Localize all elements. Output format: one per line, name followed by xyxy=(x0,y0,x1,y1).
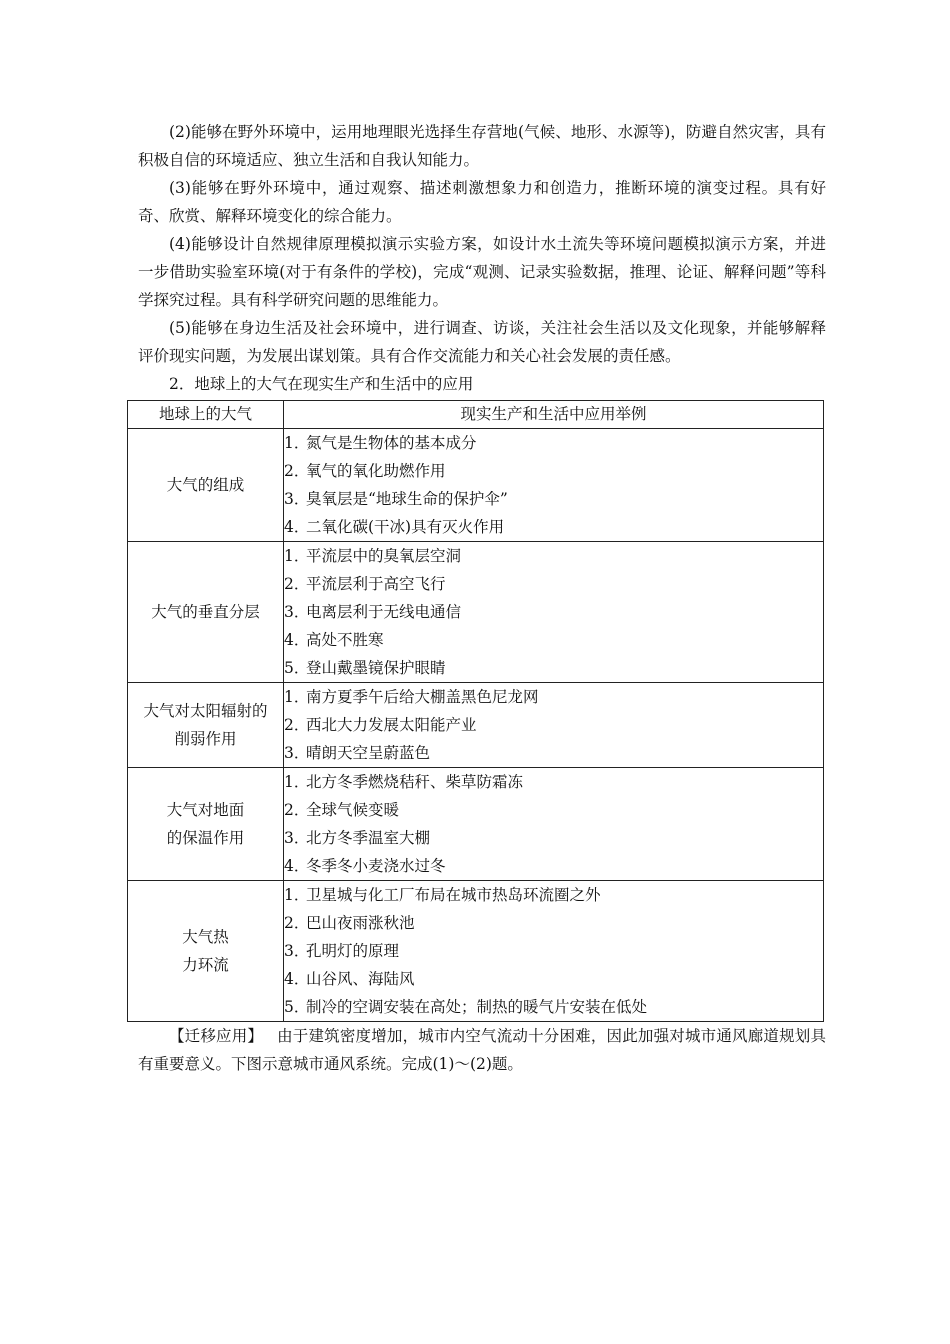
example-number: 1． xyxy=(284,547,310,565)
examples-cell xyxy=(284,683,824,768)
section-heading: 2．地球上的大气在现实生产和生活中的应用 xyxy=(169,375,474,393)
header-examples: 现实生产和生活中应用举例 xyxy=(284,401,824,429)
example-text: 冬季冬小麦浇水过冬 xyxy=(306,857,446,875)
examples-cell xyxy=(284,768,824,881)
example-item xyxy=(284,683,823,711)
example-number: 4． xyxy=(284,518,310,536)
table-row xyxy=(128,542,824,683)
example-number: 3． xyxy=(284,942,310,960)
example-item xyxy=(284,768,823,796)
table-header-row xyxy=(128,401,824,429)
example-text: 北方冬季温室大棚 xyxy=(306,829,431,847)
category-cell xyxy=(128,881,284,1022)
example-item xyxy=(284,993,823,1021)
example-number: 3． xyxy=(284,490,310,508)
example-text: 巴山夜雨涨秋池 xyxy=(306,914,415,932)
example-number: 3． xyxy=(284,744,310,762)
example-text: 电离层利于无线电通信 xyxy=(306,603,462,621)
paragraph-2: (2)能够在野外环境中，运用地理眼光选择生存营地(气候、地形、水源等)，防避自然灾害，具有积极自信的环境适应、独立生活和自我认知能力。 xyxy=(138,123,826,169)
example-text: 登山戴墨镜保护眼睛 xyxy=(306,659,446,677)
example-number: 4． xyxy=(284,631,310,649)
example-number: 5． xyxy=(284,998,310,1016)
example-number: 2． xyxy=(284,716,310,734)
paragraph-4: (4)能够设计自然规律原理模拟演示实验方案，如设计水土流失等环境问题模拟演示方案，并进一步借助实验室环境(对于有条件的学校)，完成“观测、记录实验数据，推理、论证、解释问题”等科学探究过程。具有科学研究问题的思维能力。 xyxy=(138,235,826,309)
category-cell xyxy=(128,768,284,881)
example-item xyxy=(284,570,823,598)
example-item xyxy=(284,513,823,541)
example-text: 山谷风、海陆风 xyxy=(306,970,415,988)
example-text: 高处不胜寒 xyxy=(306,631,384,649)
example-item xyxy=(284,965,823,993)
migrate-text: 由于建筑密度增加，城市内空气流动十分困难，因此加强对城市通风廊道规划具有重要意义。下图示意城市通风系统。完成(1)～(2)题。 xyxy=(138,1027,826,1073)
table-row xyxy=(128,768,824,881)
example-text: 氧气的氧化助燃作用 xyxy=(306,462,446,480)
example-item xyxy=(284,457,823,485)
example-number: 1． xyxy=(284,434,310,452)
category-label: 大气热 xyxy=(182,928,229,946)
examples-cell xyxy=(284,429,824,542)
example-text: 西北大力发展太阳能产业 xyxy=(306,716,477,734)
example-item xyxy=(284,542,823,570)
example-item xyxy=(284,654,823,682)
example-item xyxy=(284,739,823,767)
example-number: 2． xyxy=(284,914,310,932)
example-item xyxy=(284,824,823,852)
migrate-tag: 【迁移应用】 xyxy=(169,1027,264,1045)
document-body xyxy=(138,118,826,1078)
example-text: 平流层中的臭氧层空洞 xyxy=(306,547,462,565)
example-text: 臭氧层是“地球生命的保护伞” xyxy=(306,490,508,508)
example-number: 4． xyxy=(284,970,310,988)
example-text: 氮气是生物体的基本成分 xyxy=(306,434,477,452)
category-cell xyxy=(128,429,284,542)
paragraph-5: (5)能够在身边生活及社会环境中，进行调查、访谈，关注社会生活以及文化现象，并能够解释评价现实问题，为发展出谋划策。具有合作交流能力和关心社会发展的责任感。 xyxy=(138,319,826,365)
category-label: 大气的垂直分层 xyxy=(151,603,260,621)
example-item xyxy=(284,429,823,457)
examples-cell xyxy=(284,542,824,683)
category-label: 力环流 xyxy=(182,956,229,974)
table-row xyxy=(128,683,824,768)
example-text: 孔明灯的原理 xyxy=(306,942,400,960)
example-item xyxy=(284,485,823,513)
table-row xyxy=(128,429,824,542)
category-label: 大气的组成 xyxy=(166,476,245,494)
example-text: 晴朗天空呈蔚蓝色 xyxy=(306,744,431,762)
example-item xyxy=(284,626,823,654)
example-number: 1． xyxy=(284,886,310,904)
category-label: 大气对地面 xyxy=(166,801,245,819)
example-text: 二氧化碳(干冰)具有灭火作用 xyxy=(306,518,505,536)
migrate-application xyxy=(138,1022,826,1078)
header-atmosphere: 地球上的大气 xyxy=(128,401,284,429)
example-text: 卫星城与化工厂布局在城市热岛环流圈之外 xyxy=(306,886,601,904)
example-item xyxy=(284,937,823,965)
category-label: 大气对太阳辐射的 xyxy=(143,702,268,720)
example-text: 北方冬季燃烧秸秆、柴草防霜冻 xyxy=(306,773,524,791)
table-body xyxy=(128,429,824,1022)
example-item xyxy=(284,909,823,937)
category-label: 的保温作用 xyxy=(166,829,245,847)
example-number: 4． xyxy=(284,857,310,875)
example-number: 5． xyxy=(284,659,310,677)
example-item xyxy=(284,852,823,880)
category-cell xyxy=(128,542,284,683)
example-number: 2． xyxy=(284,462,310,480)
example-text: 全球气候变暖 xyxy=(306,801,400,819)
example-text: 平流层利于高空飞行 xyxy=(306,575,446,593)
example-number: 1． xyxy=(284,773,310,791)
atmosphere-application-table xyxy=(127,400,824,1022)
category-cell xyxy=(128,683,284,768)
table-row xyxy=(128,881,824,1022)
examples-cell xyxy=(284,881,824,1022)
category-label: 削弱作用 xyxy=(174,730,237,748)
example-item xyxy=(284,711,823,739)
example-item xyxy=(284,881,823,909)
example-item xyxy=(284,598,823,626)
example-number: 3． xyxy=(284,603,310,621)
example-number: 2． xyxy=(284,801,310,819)
example-item xyxy=(284,796,823,824)
example-text: 南方夏季午后给大棚盖黑色尼龙网 xyxy=(306,688,539,706)
example-number: 1． xyxy=(284,688,310,706)
paragraph-3: (3)能够在野外环境中，通过观察、描述刺激想象力和创造力，推断环境的演变过程。具有好奇、欣赏、解释环境变化的综合能力。 xyxy=(138,179,826,225)
example-number: 2． xyxy=(284,575,310,593)
example-number: 3． xyxy=(284,829,310,847)
example-text: 制冷的空调安装在高处；制热的暖气片安装在低处 xyxy=(306,998,648,1016)
